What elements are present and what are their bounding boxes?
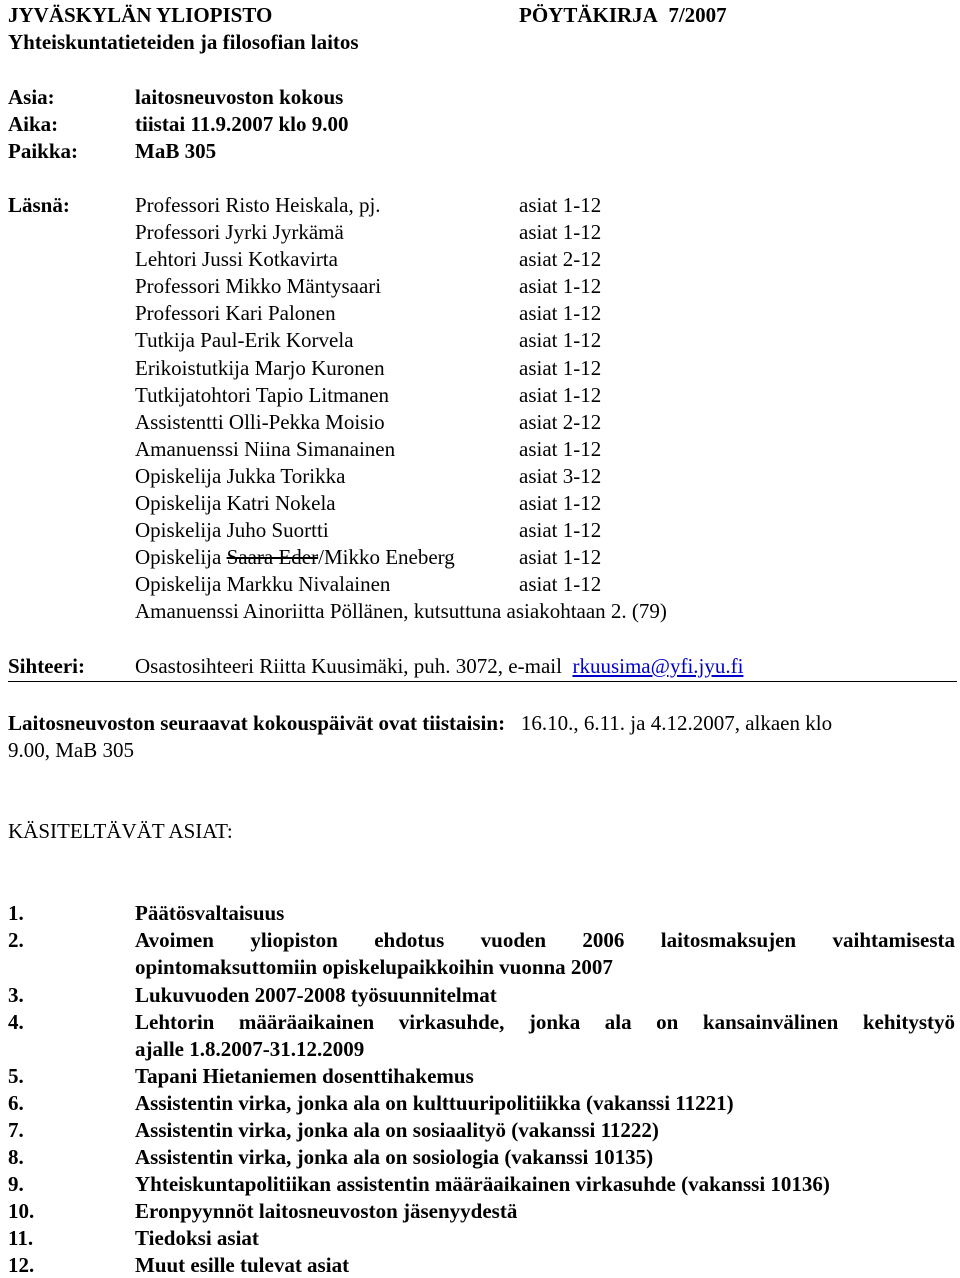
replacement-name: /Mikko Eneberg <box>318 545 455 569</box>
asia-value: laitosneuvoston kokous <box>135 85 344 109</box>
attendee-name: Professori Risto Heiskala, pj. <box>135 193 381 217</box>
agenda-item: Tiedoksi asiat <box>135 1226 259 1250</box>
asia-label: Asia: <box>8 85 55 109</box>
agenda-item: Muut esille tulevat asiat <box>135 1253 350 1277</box>
aika-label: Aika: <box>8 112 59 136</box>
agenda-item: Yhteiskuntapolitiikan assistentin määräaikainen virkasuhde (vakanssi 10136) <box>135 1172 830 1196</box>
agenda-item-number: 3. <box>8 983 24 1007</box>
agenda-item: Eronpyynnöt laitosneuvoston jäsenyydestä <box>135 1199 518 1223</box>
agenda-item-continuation: opintomaksuttomiin opiskelupaikkoihin vuonna 2007 <box>135 955 613 979</box>
attendee-items: asiat 3-12 <box>519 464 602 488</box>
department-name: Yhteiskuntatieteiden ja filosofian laitos <box>8 30 359 54</box>
agenda-item-number: 1. <box>8 901 24 925</box>
agenda-item-number: 2. <box>8 928 24 952</box>
next-meetings-time-place: 9.00, MaB 305 <box>8 738 134 762</box>
attendee-name: Professori Mikko Mäntysaari <box>135 274 382 298</box>
agenda-item: Assistentin virka, jonka ala on kulttuuripolitiikka (vakanssi 11221) <box>135 1091 734 1115</box>
attendee-items: asiat 1-12 <box>519 220 602 244</box>
next-meetings-label: Laitosneuvoston seuraavat kokouspäivät ovat tiistaisin: <box>8 711 506 735</box>
secretary-text: Osastosihteeri Riitta Kuusimäki, puh. 3072, e-mail <box>135 654 562 678</box>
attendee-name: Tutkijatohtori Tapio Litmanen <box>135 383 390 407</box>
attendee-items: asiat 1-12 <box>519 301 602 325</box>
agenda-item: Lehtorin määräaikainen virkasuhde, jonka ala on kansainvälinen kehitystyö <box>135 1010 955 1034</box>
agenda-item: Tapani Hietaniemen dosenttihakemus <box>135 1064 474 1088</box>
attendee-name: Tutkija Paul-Erik Korvela <box>135 328 354 352</box>
secretary-label: Sihteeri: <box>8 654 85 678</box>
horizontal-divider <box>8 681 957 682</box>
next-meetings <box>8 710 832 736</box>
attendee-items: asiat 1-12 <box>519 491 602 515</box>
attendee-items: asiat 1-12 <box>519 572 602 596</box>
attendee-items: asiat 2-12 <box>519 247 602 271</box>
struck-name: Saara Eder <box>226 545 319 569</box>
document-type-label: PÖYTÄKIRJA <box>519 3 658 27</box>
agenda-item-number: 7. <box>8 1118 24 1142</box>
agenda-item-number: 11. <box>8 1226 34 1250</box>
agenda-heading: KÄSITELTÄVÄT ASIAT: <box>8 819 233 843</box>
agenda-item-continuation: ajalle 1.8.2007-31.12.2009 <box>135 1037 365 1061</box>
agenda-item: Assistentin virka, jonka ala on sosiologia (vakanssi 10135) <box>135 1145 654 1169</box>
secretary-email-link[interactable]: rkuusima@yfi.jyu.fi <box>572 654 744 678</box>
attendee-items: asiat 2-12 <box>519 410 602 434</box>
agenda-item-number: 12. <box>8 1253 35 1277</box>
attendee-items: asiat 1-12 <box>519 437 602 461</box>
attendee-name: Professori Kari Palonen <box>135 301 336 325</box>
agenda-item: Avoimen yliopiston ehdotus vuoden 2006 laitosmaksujen vaihtamisesta <box>135 928 955 952</box>
university-name: JYVÄSKYLÄN YLIOPISTO <box>8 3 273 27</box>
invited-attendee: Amanuenssi Ainoriitta Pöllänen, kutsuttuna asiakohtaan 2. (79) <box>135 599 667 623</box>
document-number: 7/2007 <box>668 3 727 27</box>
agenda-item-number: 4. <box>8 1010 24 1034</box>
attendee-name: Opiskelija Markku Nivalainen <box>135 572 391 596</box>
next-meetings-dates: 16.10., 6.11. ja 4.12.2007, alkaen klo <box>520 711 833 735</box>
attendees-label: Läsnä: <box>8 193 70 217</box>
attendee-items: asiat 1-12 <box>519 328 602 352</box>
paikka-value: MaB 305 <box>135 139 217 163</box>
attendee-name: Lehtori Jussi Kotkavirta <box>135 247 338 271</box>
document-type <box>519 2 727 28</box>
agenda-item: Assistentin virka, jonka ala on sosiaalityö (vakanssi 11222) <box>135 1118 659 1142</box>
agenda-item-number: 10. <box>8 1199 35 1223</box>
attendee-name: Opiskelija Katri Nokela <box>135 491 336 515</box>
attendee-items: asiat 1-12 <box>519 193 602 217</box>
attendee-items: asiat 1-12 <box>519 274 602 298</box>
attendee-title: Opiskelija <box>135 545 227 569</box>
attendee-name: Amanuenssi Niina Simanainen <box>135 437 396 461</box>
attendee-name: Opiskelija Juho Suortti <box>135 518 329 542</box>
attendee-items: asiat 1-12 <box>519 383 602 407</box>
aika-value: tiistai 11.9.2007 klo 9.00 <box>135 112 349 136</box>
attendee-name: Erikoistutkija Marjo Kuronen <box>135 356 385 380</box>
secretary-info <box>135 653 743 679</box>
attendee-items: asiat 1-12 <box>519 518 602 542</box>
attendee-name: Professori Jyrki Jyrkämä <box>135 220 344 244</box>
attendee-name-eneberg <box>135 544 455 570</box>
agenda-item: Päätösvaltaisuus <box>135 901 285 925</box>
attendee-name: Assistentti Olli-Pekka Moisio <box>135 410 385 434</box>
agenda-item-number: 8. <box>8 1145 24 1169</box>
agenda-item: Lukuvuoden 2007-2008 työsuunnitelmat <box>135 983 497 1007</box>
agenda-item-number: 5. <box>8 1064 24 1088</box>
attendee-items: asiat 1-12 <box>519 545 602 569</box>
agenda-item-number: 9. <box>8 1172 24 1196</box>
agenda-item-number: 6. <box>8 1091 24 1115</box>
attendee-name: Opiskelija Jukka Torikka <box>135 464 346 488</box>
paikka-label: Paikka: <box>8 139 79 163</box>
attendee-items: asiat 1-12 <box>519 356 602 380</box>
